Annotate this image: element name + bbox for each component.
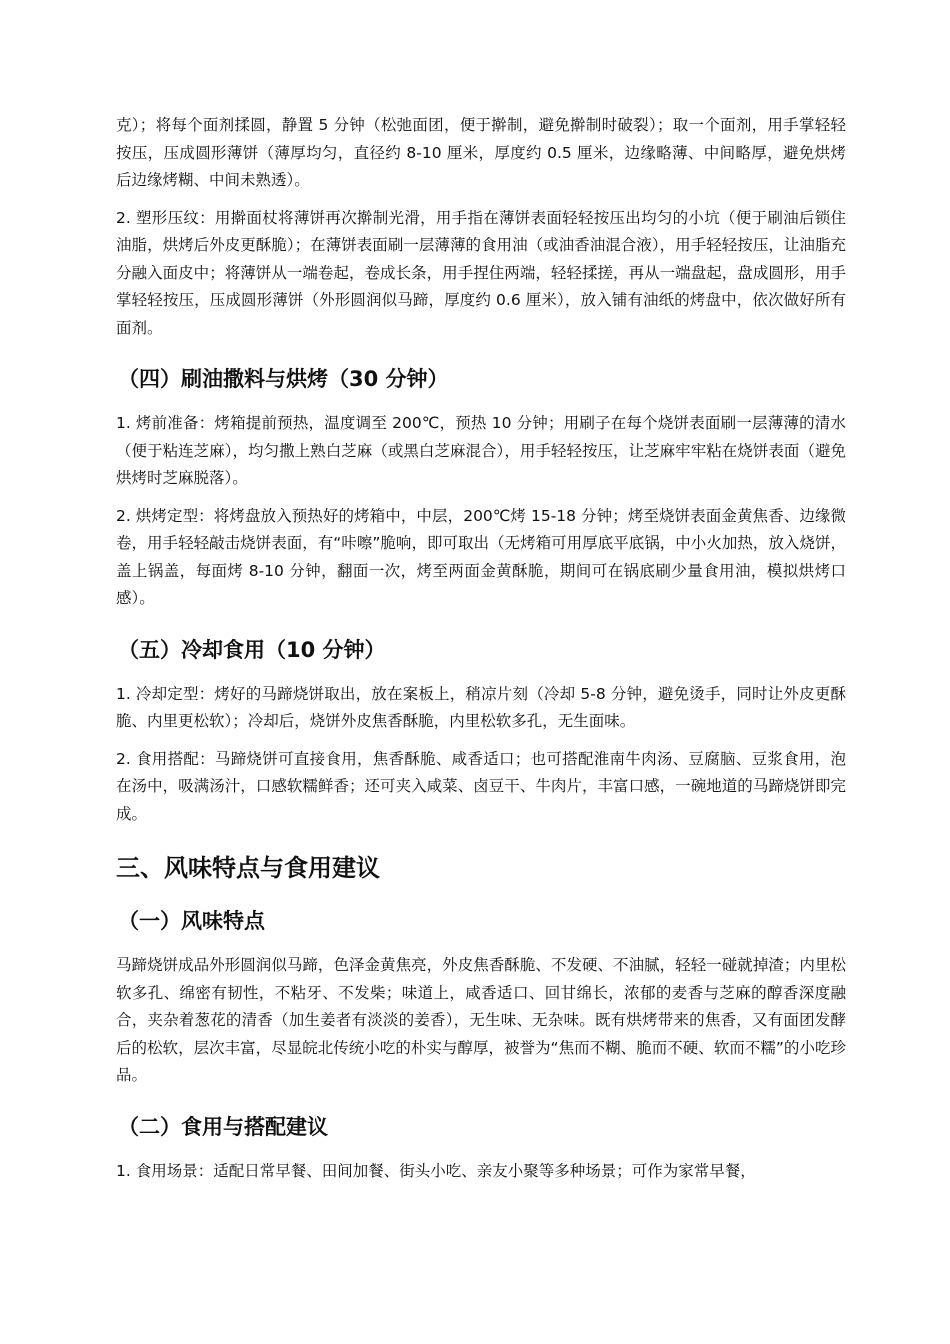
paragraph-scenarios: 1. 食用场景：适配日常早餐、田间加餐、街头小吃、亲友小聚等多种场景；可作为家常早餐， bbox=[116, 1161, 756, 1180]
paragraph-serving: 2. 食用搭配：马蹄烧饼可直接食用，焦香酥脆、咸香适口；也可搭配淮南牛肉汤、豆腐脑、豆浆食用，泡在汤中，吸满汤汁，口感软糯鲜香；还可夹入咸菜、卤豆干、牛肉片，丰富口感，一碗地道的马蹄烧饼即完成。 bbox=[116, 749, 846, 823]
paragraph-cooling: 1. 冷却定型：烤好的马蹄烧饼取出，放在案板上，稍凉片刻（冷却 5-8 分钟，避免烫手，同时让外皮更酥脆、内里更松软）；冷却后，烧饼外皮焦香酥脆，内里松软多孔，无生面味。 bbox=[116, 684, 846, 730]
paragraph-bake-prep: 1. 烤前准备：烤箱提前预热，温度调至 200℃，预热 10 分钟；用刷子在每个烧饼表面刷一层薄薄的清水（便于粘连芝麻），均匀撒上熟白芝麻（或黑白芝麻混合），用手轻轻按压，让芝麻牢牢粘在烧饼表面（避免烘烤时芝麻脱落）。 bbox=[116, 414, 846, 487]
heading-step-4: （四）刷油撒料与烘烤（30 分钟） bbox=[118, 367, 449, 391]
heading-pairing: （二）食用与搭配建议 bbox=[118, 1114, 328, 1139]
document-page bbox=[116, 112, 846, 1195]
paragraph-dough-division: 克）；将每个面剂揉圆，静置 5 分钟（松弛面团，便于擀制，避免擀制时破裂）；取一个面剂，用手掌轻轻按压，压成圆形薄饼（薄厚均匀，直径约 8-10 厘米，厚度约 0.5 厘米，边缘略薄、中间略厚，避免烘烤后边缘烤糊、中间未熟透）。 bbox=[116, 116, 846, 189]
paragraph-shaping: 2. 塑形压纹：用擀面杖将薄饼再次擀制光滑，用手指在薄饼表面轻轻按压出均匀的小坑（便于刷油后锁住油脂，烘烤后外皮更酥脆）；在薄饼表面刷一层薄薄的食用油（或油香油混合液），用手轻轻按压，让油脂充分融入面皮中；将薄饼从一端卷起，卷成长条，用手捏住两端，轻轻揉搓，再从一端盘起，盘成圆形，用手掌轻轻按压，压成圆形薄饼（外形圆润似马蹄，厚度约 0.6 厘米），放入铺有油纸的烤盘中，依次做好所有面剂。 bbox=[116, 208, 846, 337]
paragraph-baking: 2. 烘烤定型：将烤盘放入预热好的烤箱中，中层，200℃烤 15-18 分钟；烤至烧饼表面金黄焦香、边缘微卷，用手轻轻敲击烧饼表面，有“咔嚓”脆响，即可取出（无烤箱可用厚底平底锅，中小火加热，放入烧饼，盖上锅盖，每面烤 8-10 分钟，翻面一次，烤至两面金黄酥脆，期间可在锅底刷少量食用油，模拟烘烤口感）。 bbox=[116, 506, 846, 607]
heading-step-5: （五）冷却食用（10 分钟） bbox=[118, 637, 386, 662]
heading-flavor: （一）风味特点 bbox=[118, 909, 265, 933]
heading-section-3: 三、风味特点与食用建议 bbox=[116, 854, 380, 882]
paragraph-flavor: 马蹄烧饼成品外形圆润似马蹄，色泽金黄焦亮，外皮焦香酥脆、不发硬、不油腻，轻轻一碰就掉渣；内里松软多孔、绵密有韧性，不粘牙、不发柴；味道上，咸香适口、回甘绵长，浓郁的麦香与芝麻的醇香深度融合，夹杂着葱花的清香（加生姜者有淡淡的姜香），无生味、无杂味。既有烘烤带来的焦香，又有面团发酵后的松软，层次丰富，尽显皖北传统小吃的朴实与醇厚，被誉为“焦而不糊、脆而不硬、软而不糯”的小吃珍品。 bbox=[116, 956, 846, 1084]
